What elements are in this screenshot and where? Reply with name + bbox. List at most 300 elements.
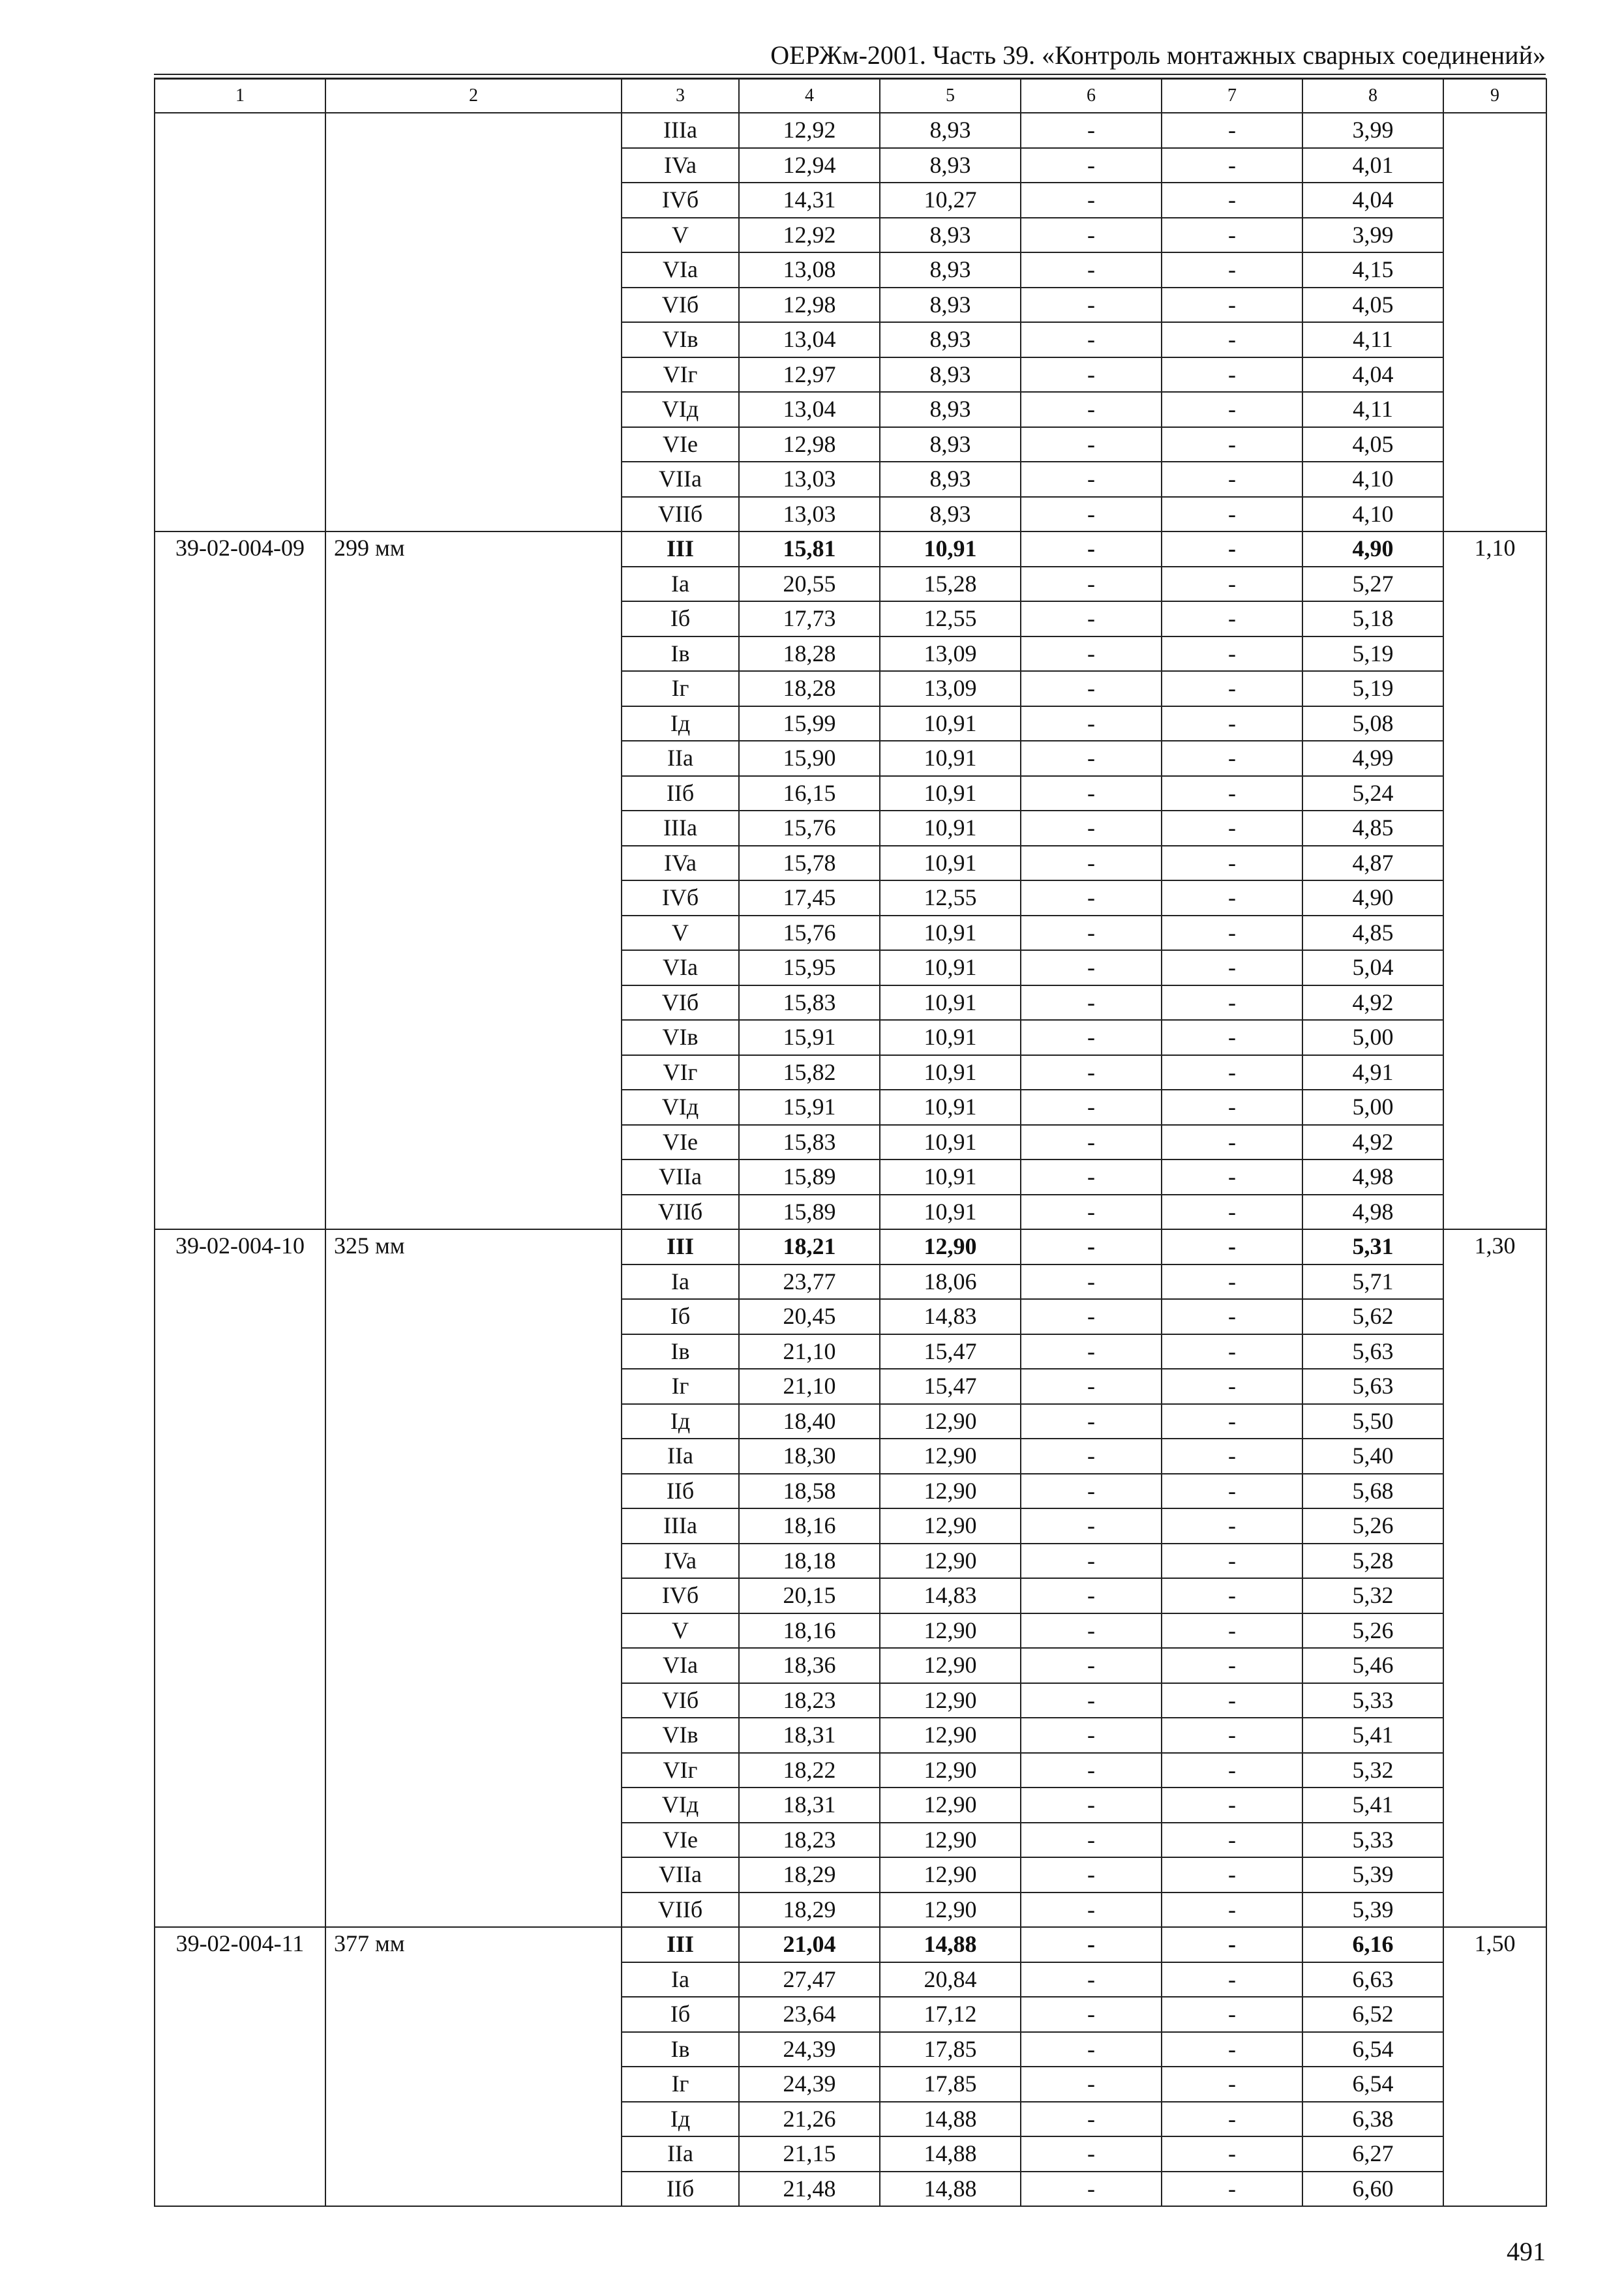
driver-wage-cell: - xyxy=(1162,636,1302,672)
category-cell: VIг xyxy=(622,1753,739,1788)
machine-cost-cell: - xyxy=(1021,1997,1162,2032)
materials-cell: 5,04 xyxy=(1302,950,1443,985)
category-cell: VIд xyxy=(622,1090,739,1125)
wage-cell: 10,91 xyxy=(880,985,1021,1021)
category-cell: VIIб xyxy=(622,497,739,532)
category-cell: III xyxy=(622,531,739,567)
category-cell: VIб xyxy=(622,985,739,1021)
materials-cell: 4,92 xyxy=(1302,1125,1443,1160)
materials-cell: 5,39 xyxy=(1302,1857,1443,1893)
total-cost-cell: 15,83 xyxy=(739,985,880,1021)
machine-cost-cell: - xyxy=(1021,1648,1162,1683)
materials-cell: 5,00 xyxy=(1302,1090,1443,1125)
total-cost-cell: 18,23 xyxy=(739,1823,880,1858)
materials-cell: 6,54 xyxy=(1302,2067,1443,2102)
category-cell: Ia xyxy=(622,1962,739,1997)
machine-cost-cell: - xyxy=(1021,497,1162,532)
page-header: ОЕРЖм-2001. Часть 39. «Контроль монтажных сварных соединений» xyxy=(770,40,1546,70)
materials-cell: 5,62 xyxy=(1302,1299,1443,1334)
machine-cost-cell: - xyxy=(1021,741,1162,776)
materials-cell: 4,01 xyxy=(1302,148,1443,183)
machine-cost-cell: - xyxy=(1021,462,1162,497)
table-row xyxy=(155,1229,1546,1264)
materials-cell: 5,33 xyxy=(1302,1823,1443,1858)
machine-cost-cell: - xyxy=(1021,427,1162,462)
driver-wage-cell: - xyxy=(1162,148,1302,183)
driver-wage-cell: - xyxy=(1162,392,1302,427)
machine-cost-cell: - xyxy=(1021,1195,1162,1230)
driver-wage-cell: - xyxy=(1162,322,1302,357)
driver-wage-cell: - xyxy=(1162,1683,1302,1718)
driver-wage-cell: - xyxy=(1162,741,1302,776)
total-cost-cell: 18,40 xyxy=(739,1404,880,1439)
total-cost-cell: 15,82 xyxy=(739,1055,880,1090)
category-cell: Iб xyxy=(622,601,739,636)
machine-cost-cell: - xyxy=(1021,1020,1162,1055)
driver-wage-cell: - xyxy=(1162,427,1302,462)
category-cell: VIд xyxy=(622,392,739,427)
driver-wage-cell: - xyxy=(1162,113,1302,148)
total-cost-cell: 18,28 xyxy=(739,636,880,672)
machine-cost-cell: - xyxy=(1021,1299,1162,1334)
category-cell: Iд xyxy=(622,2102,739,2137)
driver-wage-cell: - xyxy=(1162,531,1302,567)
column-number: 5 xyxy=(880,79,1021,113)
materials-cell: 5,28 xyxy=(1302,1544,1443,1579)
wage-cell: 8,93 xyxy=(880,497,1021,532)
driver-wage-cell: - xyxy=(1162,1404,1302,1439)
materials-cell: 4,04 xyxy=(1302,183,1443,218)
wage-cell: 14,88 xyxy=(880,2102,1021,2137)
driver-wage-cell: - xyxy=(1162,1334,1302,1369)
total-cost-cell: 23,64 xyxy=(739,1997,880,2032)
materials-cell: 4,05 xyxy=(1302,288,1443,323)
total-cost-cell: 15,90 xyxy=(739,741,880,776)
driver-wage-cell: - xyxy=(1162,1508,1302,1544)
driver-wage-cell: - xyxy=(1162,1159,1302,1195)
category-cell: IIб xyxy=(622,776,739,811)
materials-cell: 4,15 xyxy=(1302,252,1443,288)
total-cost-cell: 27,47 xyxy=(739,1962,880,1997)
materials-cell: 4,04 xyxy=(1302,357,1443,393)
category-cell: VIIa xyxy=(622,462,739,497)
machine-cost-cell: - xyxy=(1021,1613,1162,1649)
driver-wage-cell: - xyxy=(1162,1195,1302,1230)
machine-cost-cell: - xyxy=(1021,322,1162,357)
driver-wage-cell: - xyxy=(1162,1229,1302,1264)
category-cell: Iг xyxy=(622,1369,739,1404)
total-cost-cell: 13,08 xyxy=(739,252,880,288)
category-cell: V xyxy=(622,1613,739,1649)
category-cell: IIб xyxy=(622,1474,739,1509)
category-cell: VIIa xyxy=(622,1159,739,1195)
wage-cell: 12,90 xyxy=(880,1508,1021,1544)
machine-cost-cell: - xyxy=(1021,113,1162,148)
total-cost-cell: 20,45 xyxy=(739,1299,880,1334)
total-cost-cell: 18,31 xyxy=(739,1718,880,1753)
wage-cell: 8,93 xyxy=(880,148,1021,183)
pipe-diameter-cell: 299 мм xyxy=(325,531,622,1229)
total-cost-cell: 18,21 xyxy=(739,1229,880,1264)
total-cost-cell: 18,31 xyxy=(739,1788,880,1823)
machine-cost-cell: - xyxy=(1021,1927,1162,1962)
materials-cell: 5,63 xyxy=(1302,1334,1443,1369)
materials-cell: 5,71 xyxy=(1302,1264,1443,1300)
column-number: 2 xyxy=(325,79,622,113)
category-cell: Iб xyxy=(622,1299,739,1334)
wage-cell: 8,93 xyxy=(880,357,1021,393)
machine-cost-cell: - xyxy=(1021,846,1162,881)
category-cell: IVa xyxy=(622,148,739,183)
wage-cell: 8,93 xyxy=(880,113,1021,148)
category-cell: VIв xyxy=(622,322,739,357)
wage-cell: 14,88 xyxy=(880,2172,1021,2207)
materials-cell: 5,31 xyxy=(1302,1229,1443,1264)
wage-cell: 10,91 xyxy=(880,706,1021,741)
category-cell: IIa xyxy=(622,1439,739,1474)
wage-cell: 12,90 xyxy=(880,1718,1021,1753)
machine-cost-cell: - xyxy=(1021,880,1162,916)
materials-cell: 4,85 xyxy=(1302,916,1443,951)
driver-wage-cell: - xyxy=(1162,1893,1302,1928)
pipe-diameter-cell xyxy=(325,113,622,531)
materials-cell: 6,60 xyxy=(1302,2172,1443,2207)
driver-wage-cell: - xyxy=(1162,1369,1302,1404)
driver-wage-cell: - xyxy=(1162,1823,1302,1858)
machine-cost-cell: - xyxy=(1021,1753,1162,1788)
driver-wage-cell: - xyxy=(1162,567,1302,602)
materials-cell: 4,90 xyxy=(1302,531,1443,567)
materials-cell: 6,16 xyxy=(1302,1927,1443,1962)
materials-cell: 4,11 xyxy=(1302,392,1443,427)
machine-cost-cell: - xyxy=(1021,2172,1162,2207)
wage-cell: 12,90 xyxy=(880,1544,1021,1579)
wage-cell: 17,12 xyxy=(880,1997,1021,2032)
wage-cell: 12,55 xyxy=(880,880,1021,916)
total-cost-cell: 21,48 xyxy=(739,2172,880,2207)
driver-wage-cell: - xyxy=(1162,1997,1302,2032)
total-cost-cell: 21,10 xyxy=(739,1334,880,1369)
driver-wage-cell: - xyxy=(1162,1544,1302,1579)
machine-cost-cell: - xyxy=(1021,1683,1162,1718)
category-cell: Iд xyxy=(622,1404,739,1439)
wage-cell: 12,90 xyxy=(880,1753,1021,1788)
driver-wage-cell: - xyxy=(1162,1125,1302,1160)
driver-wage-cell: - xyxy=(1162,880,1302,916)
materials-cell: 4,85 xyxy=(1302,811,1443,846)
category-cell: VIa xyxy=(622,1648,739,1683)
total-cost-cell: 12,98 xyxy=(739,427,880,462)
materials-cell: 5,19 xyxy=(1302,671,1443,706)
machine-cost-cell: - xyxy=(1021,985,1162,1021)
wage-cell: 10,91 xyxy=(880,776,1021,811)
driver-wage-cell: - xyxy=(1162,2032,1302,2067)
column-number: 9 xyxy=(1443,79,1546,113)
labor-hours-cell: 1,50 xyxy=(1443,1927,1546,2206)
materials-cell: 5,40 xyxy=(1302,1439,1443,1474)
category-cell: IIa xyxy=(622,2136,739,2172)
total-cost-cell: 18,22 xyxy=(739,1753,880,1788)
machine-cost-cell: - xyxy=(1021,2102,1162,2137)
driver-wage-cell: - xyxy=(1162,1788,1302,1823)
pipe-diameter-cell: 325 мм xyxy=(325,1229,622,1927)
machine-cost-cell: - xyxy=(1021,392,1162,427)
driver-wage-cell: - xyxy=(1162,462,1302,497)
category-cell: IIIa xyxy=(622,811,739,846)
page-number: 491 xyxy=(1507,2237,1546,2266)
wage-cell: 10,91 xyxy=(880,1159,1021,1195)
wage-cell: 15,28 xyxy=(880,567,1021,602)
wage-cell: 8,93 xyxy=(880,252,1021,288)
machine-cost-cell: - xyxy=(1021,1229,1162,1264)
total-cost-cell: 15,99 xyxy=(739,706,880,741)
driver-wage-cell: - xyxy=(1162,916,1302,951)
machine-cost-cell: - xyxy=(1021,567,1162,602)
driver-wage-cell: - xyxy=(1162,497,1302,532)
total-cost-cell: 20,55 xyxy=(739,567,880,602)
machine-cost-cell: - xyxy=(1021,2032,1162,2067)
wage-cell: 13,09 xyxy=(880,671,1021,706)
total-cost-cell: 18,29 xyxy=(739,1857,880,1893)
wage-cell: 12,90 xyxy=(880,1648,1021,1683)
wage-cell: 13,09 xyxy=(880,636,1021,672)
wage-cell: 12,90 xyxy=(880,1683,1021,1718)
table-row xyxy=(155,1927,1546,1962)
machine-cost-cell: - xyxy=(1021,1404,1162,1439)
wage-cell: 10,91 xyxy=(880,1125,1021,1160)
machine-cost-cell: - xyxy=(1021,218,1162,253)
total-cost-cell: 12,94 xyxy=(739,148,880,183)
labor-hours-cell: 1,30 xyxy=(1443,1229,1546,1927)
wage-cell: 8,93 xyxy=(880,288,1021,323)
rate-code-cell: 39-02-004-10 xyxy=(155,1229,325,1927)
total-cost-cell: 15,91 xyxy=(739,1090,880,1125)
machine-cost-cell: - xyxy=(1021,148,1162,183)
driver-wage-cell: - xyxy=(1162,252,1302,288)
wage-cell: 10,91 xyxy=(880,950,1021,985)
category-cell: VIв xyxy=(622,1020,739,1055)
driver-wage-cell: - xyxy=(1162,2067,1302,2102)
machine-cost-cell: - xyxy=(1021,1474,1162,1509)
category-cell: VIe xyxy=(622,1823,739,1858)
category-cell: VIг xyxy=(622,357,739,393)
wage-cell: 14,88 xyxy=(880,1927,1021,1962)
category-cell: IVб xyxy=(622,880,739,916)
total-cost-cell: 15,91 xyxy=(739,1020,880,1055)
materials-cell: 5,26 xyxy=(1302,1613,1443,1649)
wage-cell: 10,91 xyxy=(880,531,1021,567)
driver-wage-cell: - xyxy=(1162,985,1302,1021)
driver-wage-cell: - xyxy=(1162,706,1302,741)
category-cell: IIIa xyxy=(622,1508,739,1544)
total-cost-cell: 16,15 xyxy=(739,776,880,811)
wage-cell: 12,90 xyxy=(880,1893,1021,1928)
driver-wage-cell: - xyxy=(1162,776,1302,811)
machine-cost-cell: - xyxy=(1021,776,1162,811)
machine-cost-cell: - xyxy=(1021,1544,1162,1579)
wage-cell: 14,88 xyxy=(880,2136,1021,2172)
table-row xyxy=(155,113,1546,148)
total-cost-cell: 13,03 xyxy=(739,497,880,532)
total-cost-cell: 18,29 xyxy=(739,1893,880,1928)
materials-cell: 5,33 xyxy=(1302,1683,1443,1718)
total-cost-cell: 13,04 xyxy=(739,322,880,357)
materials-cell: 5,27 xyxy=(1302,567,1443,602)
total-cost-cell: 13,03 xyxy=(739,462,880,497)
materials-cell: 5,41 xyxy=(1302,1718,1443,1753)
category-cell: Ia xyxy=(622,567,739,602)
materials-cell: 5,18 xyxy=(1302,601,1443,636)
wage-cell: 12,90 xyxy=(880,1404,1021,1439)
category-cell: VIIa xyxy=(622,1857,739,1893)
wage-cell: 15,47 xyxy=(880,1369,1021,1404)
driver-wage-cell: - xyxy=(1162,1927,1302,1962)
driver-wage-cell: - xyxy=(1162,2172,1302,2207)
category-cell: IIб xyxy=(622,2172,739,2207)
machine-cost-cell: - xyxy=(1021,1125,1162,1160)
machine-cost-cell: - xyxy=(1021,636,1162,672)
category-cell: VIб xyxy=(622,288,739,323)
machine-cost-cell: - xyxy=(1021,1893,1162,1928)
materials-cell: 4,10 xyxy=(1302,462,1443,497)
machine-cost-cell: - xyxy=(1021,1090,1162,1125)
wage-cell: 12,90 xyxy=(880,1788,1021,1823)
labor-hours-cell: 1,10 xyxy=(1443,531,1546,1229)
machine-cost-cell: - xyxy=(1021,1369,1162,1404)
total-cost-cell: 15,89 xyxy=(739,1159,880,1195)
category-cell: III xyxy=(622,1229,739,1264)
category-cell: VIб xyxy=(622,1683,739,1718)
materials-cell: 4,98 xyxy=(1302,1159,1443,1195)
total-cost-cell: 18,18 xyxy=(739,1544,880,1579)
total-cost-cell: 21,10 xyxy=(739,1369,880,1404)
category-cell: Iб xyxy=(622,1997,739,2032)
wage-cell: 12,90 xyxy=(880,1857,1021,1893)
driver-wage-cell: - xyxy=(1162,218,1302,253)
materials-cell: 4,92 xyxy=(1302,985,1443,1021)
wage-cell: 10,91 xyxy=(880,1195,1021,1230)
wage-cell: 8,93 xyxy=(880,427,1021,462)
machine-cost-cell: - xyxy=(1021,706,1162,741)
total-cost-cell: 18,23 xyxy=(739,1683,880,1718)
wage-cell: 14,83 xyxy=(880,1578,1021,1613)
materials-cell: 5,68 xyxy=(1302,1474,1443,1509)
materials-cell: 3,99 xyxy=(1302,218,1443,253)
category-cell: IIIa xyxy=(622,113,739,148)
machine-cost-cell: - xyxy=(1021,531,1162,567)
driver-wage-cell: - xyxy=(1162,1613,1302,1649)
rate-code-cell: 39-02-004-09 xyxy=(155,531,325,1229)
driver-wage-cell: - xyxy=(1162,1055,1302,1090)
category-cell: VIe xyxy=(622,1125,739,1160)
materials-cell: 4,90 xyxy=(1302,880,1443,916)
driver-wage-cell: - xyxy=(1162,357,1302,393)
total-cost-cell: 15,81 xyxy=(739,531,880,567)
materials-cell: 5,00 xyxy=(1302,1020,1443,1055)
total-cost-cell: 18,36 xyxy=(739,1648,880,1683)
wage-cell: 12,90 xyxy=(880,1229,1021,1264)
machine-cost-cell: - xyxy=(1021,2136,1162,2172)
total-cost-cell: 23,77 xyxy=(739,1264,880,1300)
driver-wage-cell: - xyxy=(1162,2102,1302,2137)
category-cell: Iг xyxy=(622,2067,739,2102)
driver-wage-cell: - xyxy=(1162,288,1302,323)
total-cost-cell: 14,31 xyxy=(739,183,880,218)
materials-cell: 4,11 xyxy=(1302,322,1443,357)
total-cost-cell: 18,58 xyxy=(739,1474,880,1509)
materials-cell: 4,98 xyxy=(1302,1195,1443,1230)
machine-cost-cell: - xyxy=(1021,1055,1162,1090)
rates-table xyxy=(154,78,1547,2207)
category-cell: VIa xyxy=(622,950,739,985)
materials-cell: 6,63 xyxy=(1302,1962,1443,1997)
machine-cost-cell: - xyxy=(1021,1264,1162,1300)
machine-cost-cell: - xyxy=(1021,1508,1162,1544)
machine-cost-cell: - xyxy=(1021,2067,1162,2102)
total-cost-cell: 15,76 xyxy=(739,916,880,951)
wage-cell: 15,47 xyxy=(880,1334,1021,1369)
wage-cell: 10,91 xyxy=(880,916,1021,951)
materials-cell: 4,87 xyxy=(1302,846,1443,881)
category-cell: IIa xyxy=(622,741,739,776)
driver-wage-cell: - xyxy=(1162,1439,1302,1474)
total-cost-cell: 18,28 xyxy=(739,671,880,706)
total-cost-cell: 24,39 xyxy=(739,2067,880,2102)
driver-wage-cell: - xyxy=(1162,671,1302,706)
materials-cell: 5,32 xyxy=(1302,1578,1443,1613)
wage-cell: 17,85 xyxy=(880,2067,1021,2102)
category-cell: Iв xyxy=(622,2032,739,2067)
category-cell: Iг xyxy=(622,671,739,706)
wage-cell: 10,91 xyxy=(880,811,1021,846)
driver-wage-cell: - xyxy=(1162,1474,1302,1509)
column-number: 4 xyxy=(739,79,880,113)
wage-cell: 17,85 xyxy=(880,2032,1021,2067)
wage-cell: 12,90 xyxy=(880,1474,1021,1509)
materials-cell: 5,50 xyxy=(1302,1404,1443,1439)
materials-cell: 4,99 xyxy=(1302,741,1443,776)
category-cell: IVa xyxy=(622,846,739,881)
category-cell: VIe xyxy=(622,427,739,462)
category-cell: IVa xyxy=(622,1544,739,1579)
wage-cell: 12,55 xyxy=(880,601,1021,636)
category-cell: Iв xyxy=(622,1334,739,1369)
total-cost-cell: 21,15 xyxy=(739,2136,880,2172)
machine-cost-cell: - xyxy=(1021,183,1162,218)
machine-cost-cell: - xyxy=(1021,1439,1162,1474)
wage-cell: 10,91 xyxy=(880,1020,1021,1055)
column-number: 7 xyxy=(1162,79,1302,113)
materials-cell: 6,27 xyxy=(1302,2136,1443,2172)
driver-wage-cell: - xyxy=(1162,1857,1302,1893)
total-cost-cell: 12,92 xyxy=(739,218,880,253)
total-cost-cell: 24,39 xyxy=(739,2032,880,2067)
wage-cell: 10,91 xyxy=(880,1090,1021,1125)
materials-cell: 5,63 xyxy=(1302,1369,1443,1404)
machine-cost-cell: - xyxy=(1021,1962,1162,1997)
machine-cost-cell: - xyxy=(1021,671,1162,706)
materials-cell: 6,54 xyxy=(1302,2032,1443,2067)
category-cell: III xyxy=(622,1927,739,1962)
machine-cost-cell: - xyxy=(1021,811,1162,846)
wage-cell: 14,83 xyxy=(880,1299,1021,1334)
machine-cost-cell: - xyxy=(1021,916,1162,951)
total-cost-cell: 15,89 xyxy=(739,1195,880,1230)
column-number: 1 xyxy=(155,79,325,113)
wage-cell: 8,93 xyxy=(880,462,1021,497)
total-cost-cell: 15,78 xyxy=(739,846,880,881)
total-cost-cell: 15,76 xyxy=(739,811,880,846)
